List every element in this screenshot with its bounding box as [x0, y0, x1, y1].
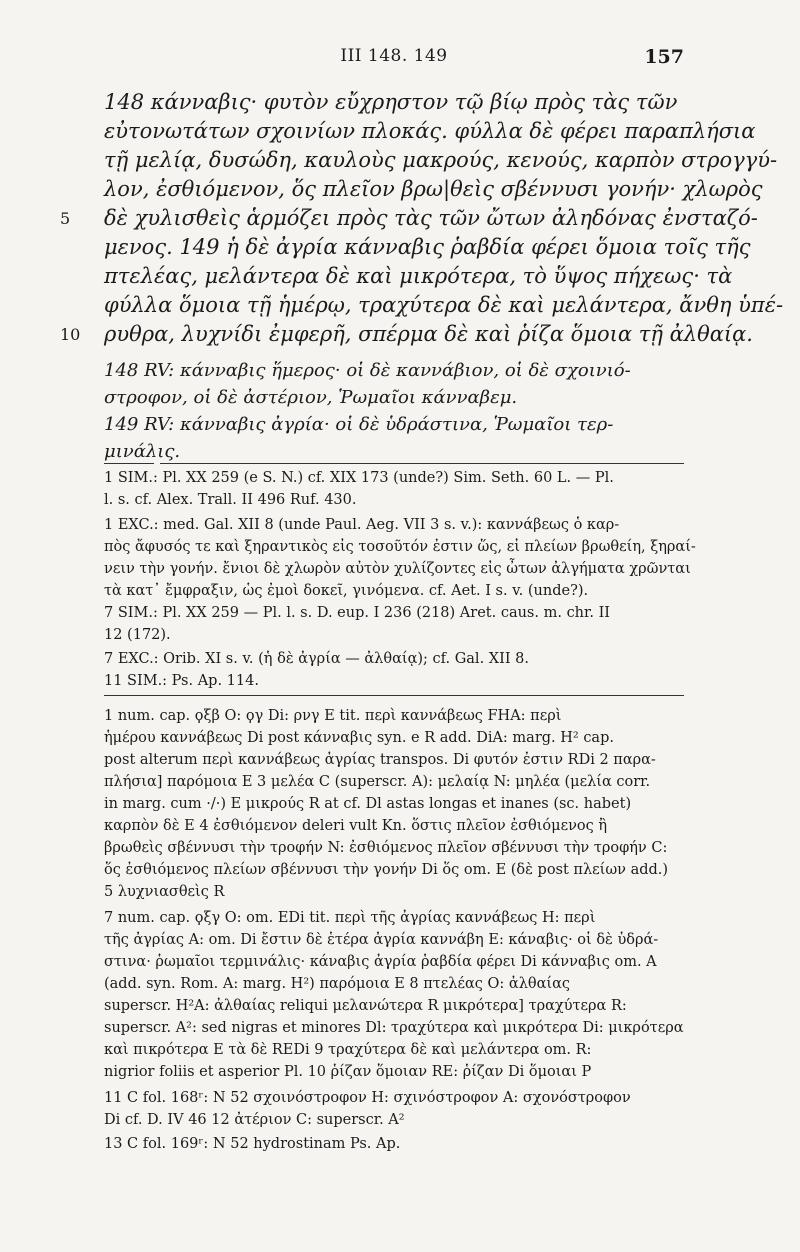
main-line: εὐτονωτάτων σχοινίων πλοκάς. φύλλα δὲ φέρει παραπλήσια — [104, 119, 756, 143]
main-line: δὲ χυλισθεὶς ἁρμόζει πρὸς τὰς τῶν ὤτων ἀληδόνας ἐνσταζό- — [104, 206, 758, 230]
source-line: l. s. cf. Alex. Trall. II 496 Ruf. 430. — [104, 492, 357, 508]
source-line: 1 EXC.: med. Gal. XII 8 (unde Paul. Aeg. VII 3 s. v.): καννάβεως ὁ καρ- — [104, 517, 620, 533]
section-rule — [104, 695, 684, 696]
source-line: 7 EXC.: Orib. XI s. v. (ἡ δὲ ἀγρία — ἀλθαίᾳ); cf. Gal. XII 8. — [104, 651, 530, 667]
main-line: ρυθρα, λυχνίδι ἐμφερῆ, σπέρμα δὲ καὶ ῥίζα ὅμοια τῇ ἀλθαίᾳ. — [104, 322, 753, 346]
apparatus-line: post alterum περὶ καννάβεως ἀγρίας transpos. Di φυτόν ἐστιν RDi 2 παρα- — [104, 752, 656, 768]
apparatus-line: 11 C fol. 168ʳ: N 52 σχοινόστροφον H: σχινόστροφον A: σχονόστροφον — [104, 1090, 631, 1106]
appendix-underline — [104, 463, 154, 464]
appendix-line: 148 RV: κάνναβις ἥμερος· οἱ δὲ καννάβιον, οἱ δὲ σχοινιό- — [104, 360, 631, 381]
main-line: φύλλα ὅμοια τῇ ἡμέρῳ, τραχύτερα δὲ καὶ μελάντερα, ἄνθη ὑπέ- — [104, 293, 784, 317]
apparatus-line: in marg. cum ·/·) E μικρούς R at cf. Dl astas longas et inanes (sc. habet) — [104, 796, 632, 812]
running-head: III 148. 149 — [340, 46, 448, 66]
apparatus-line: 7 num. cap. ϙξγ O: om. EDi tit. περὶ τῆς ἀγρίας καννάβεως H: περὶ — [104, 910, 596, 926]
apparatus-line: 5 λυχνιασθεὶς R — [104, 884, 225, 900]
apparatus-line: τῆς ἀγρίας A: om. Di ἔστιν δὲ ἑτέρα ἀγρία καννάβη E: κάναβις· οἱ δὲ ὑδρά- — [104, 932, 659, 948]
apparatus-line: ἡμέρου καννάβεως Di post κάνναβις syn. e R add. DiA: marg. H² cap. — [104, 730, 614, 746]
source-line: τὰ κατ᾽ ἔμφραξιν, ὡς ἐμοὶ δοκεῖ, γινόμενα. cf. Aet. I s. v. (unde?). — [104, 583, 589, 599]
appendix-line: στροφον, οἱ δὲ ἀστέριον, Ῥωμαῖοι κάνναβεμ. — [104, 387, 518, 408]
source-line: 11 SIM.: Ps. Ap. 114. — [104, 673, 259, 689]
page-number: 157 — [644, 46, 684, 68]
source-line: 7 SIM.: Pl. XX 259 — Pl. l. s. D. eup. I 236 (218) Aret. caus. m. chr. II — [104, 605, 611, 621]
source-line: 12 (172). — [104, 627, 171, 643]
appendix-line: 149 RV: κάνναβις ἀγρία· οἱ δὲ ὑδράστινα, Ῥωμαῖοι τερ- — [104, 414, 614, 435]
apparatus-line: superscr. H²A: ἀλθαίας reliqui μελανώτερα R μικρότερα] τραχύτερα R: — [104, 998, 627, 1014]
apparatus-line: superscr. A²: sed nigras et minores Dl: τραχύτερα καὶ μικρότερα Di: μικρότερα — [104, 1020, 684, 1036]
main-line: λον, ἐσθιόμενον, ὅς πλεῖον βρω|θεὶς σβέννυσι γονήν· χλωρὸς — [104, 177, 763, 201]
main-line: 148 κάνναβις· φυτὸν εὔχρηστον τῷ βίῳ πρὸς τὰς τῶν — [104, 90, 678, 114]
line-number: 10 — [60, 325, 81, 344]
main-line: μενος. 149 ἡ δὲ ἀγρία κάνναβις ῥαβδία φέρει ὅμοια τοῖς τῆς — [104, 235, 751, 259]
line-number: 5 — [60, 209, 71, 228]
apparatus-line: 13 C fol. 169ʳ: N 52 hydrostinam Ps. Ap. — [104, 1136, 401, 1152]
section-rule — [160, 463, 684, 464]
apparatus-line: Di cf. D. IV 46 12 ἀτέριον C: superscr. A² — [104, 1112, 405, 1128]
source-line: πὸς ἄφυσός τε καὶ ξηραντικὸς εἰς τοσοῦτόν ἐστιν ὥς, εἰ πλείων βρωθείη, ξηραί- — [104, 539, 696, 555]
apparatus-line: ὅς ἐσθιόμενος πλείων σβέννυσι τὴν γονήν Di ὅς om. E (δὲ post πλείων add.) — [104, 862, 669, 878]
main-line: τῇ μελίᾳ, δυσώδη, καυλοὺς μακρούς, κενούς, καρπὸν στρογγύ- — [104, 148, 778, 172]
source-line: 1 SIM.: Pl. XX 259 (e S. N.) cf. XIX 173 (unde?) Sim. Seth. 60 L. — Pl. — [104, 470, 614, 486]
apparatus-line: βρωθεὶς σβέννυσι τὴν τροφήν N: ἐσθιόμενος πλεῖον σβέννυσι τὴν τροφήν C: — [104, 840, 668, 856]
apparatus-line: καὶ πικρότερα E τὰ δὲ REDi 9 τραχύτερα δὲ καὶ μελάντερα om. R: — [104, 1042, 592, 1058]
apparatus-line: καρπὸν δὲ E 4 ἐσθιόμενον deleri vult Kn. ὅστις πλεῖον ἐσθιόμενος ἢ — [104, 818, 608, 834]
apparatus-line: (add. syn. Rom. A: marg. H²) παρόμοια E 8 πτελέας O: ἀλθαίας — [104, 976, 571, 992]
main-line: πτελέας, μελάντερα δὲ καὶ μικρότερα, τὸ ὕψος πήχεως· τὰ — [104, 264, 733, 288]
apparatus-line: στινα· ῥωμαῖοι τερμινάλις· κάναβις ἀγρία ῥαβδία φέρει Di κάνναβις om. A — [104, 954, 657, 970]
source-line: νειν τὴν γονήν. ἔνιοι δὲ χλωρὸν αὐτὸν χυλίζοντες εἰς ὦτων ἀλγήματα χρῶνται — [104, 561, 691, 577]
apparatus-line: πλήσια] παρόμοια E 3 μελέα C (superscr. A): μελαίᾳ N: μηλέα (μελία corr. — [104, 774, 651, 790]
apparatus-line: 1 num. cap. ϙξβ O: ϙγ Di: ρνγ E tit. περὶ καννάβεως FHA: περὶ — [104, 708, 562, 724]
apparatus-line: nigrior foliis et asperior Pl. 10 ῥίζαν ὅμοιαν RE: ῥίζαν Di ὅμοιαι P — [104, 1064, 592, 1080]
page-header — [104, 46, 684, 70]
appendix-line: μινάλις. — [104, 441, 181, 462]
